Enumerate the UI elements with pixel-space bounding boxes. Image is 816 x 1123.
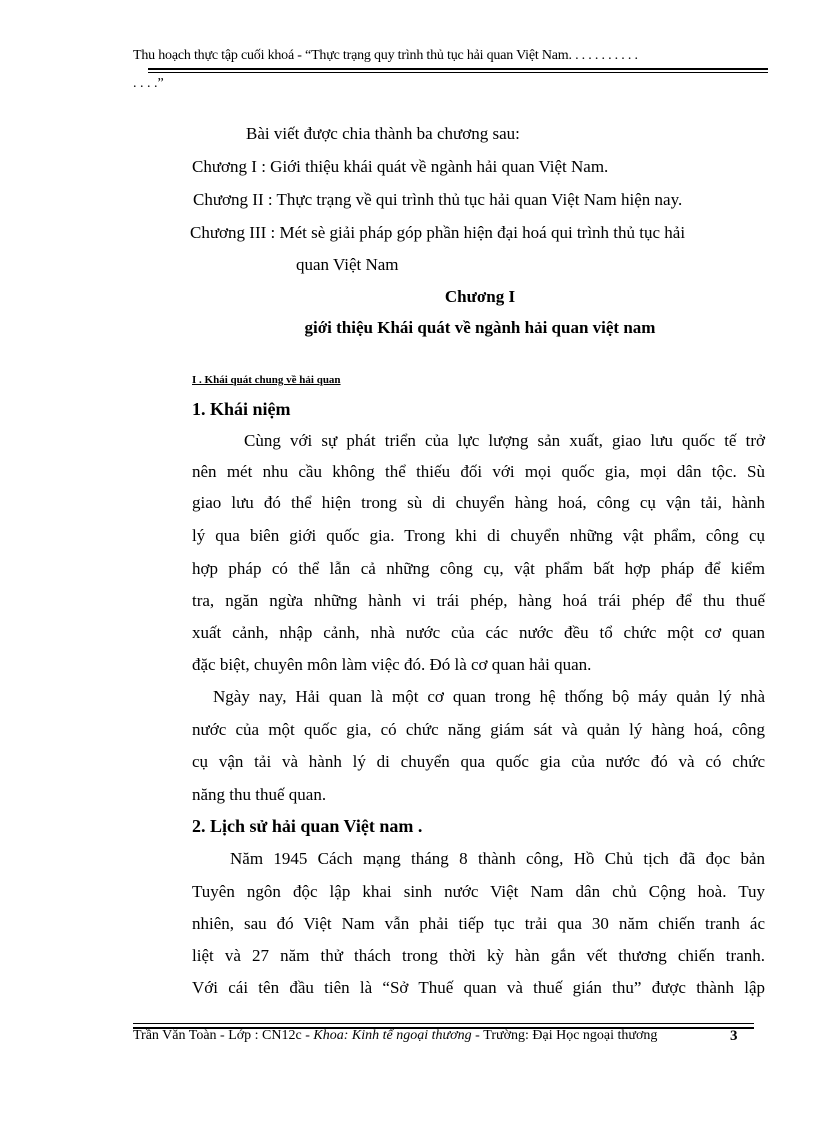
- paragraph-line: lý qua biên giới quốc gia. Trong khi di chuyển những vật phẩm, công cụ: [192, 526, 765, 545]
- footer-faculty: Khoa: Kinh tế ngoại thương -: [313, 1028, 484, 1043]
- paragraph-line: tra, ngăn ngừa những hành vi trái phép, hàng hoá trái phép để thu thuế: [192, 591, 765, 610]
- header-rule: [148, 68, 768, 70]
- outline-chapter-2: Chương II : Thực trạng về qui trình thủ tục hải quan Việt Nam hiện nay.: [193, 190, 683, 209]
- paragraph-line: hợp pháp có thể lẫn cả những công cụ, vật phẩm bất hợp pháp để kiểm: [192, 559, 765, 578]
- section-title: I . Khái quát chung về hải quan: [192, 374, 341, 386]
- paragraph-line: Cùng với sự phát triển của lực lượng sản xuất, giao lưu quốc tế trở: [244, 431, 765, 450]
- footer-school: Trường: Đại Học ngoại thương: [483, 1028, 658, 1043]
- paragraph-line: Với cái tên đầu tiên là “Sở Thuế quan và thuế gián thu” được thành lập: [192, 978, 765, 997]
- intro-lead: Bài viết được chia thành ba chương sau:: [246, 124, 520, 143]
- paragraph-line: đặc biệt, chuyên môn làm việc đó. Đó là cơ quan hải quan.: [192, 655, 592, 674]
- chapter-subtitle: giới thiệu Khái quát về ngành hải quan việt nam: [304, 318, 656, 337]
- page-number: 3: [730, 1028, 738, 1044]
- footer-rule-thin: [133, 1023, 754, 1024]
- paragraph-line: năng thu thuế quan.: [192, 785, 327, 804]
- paragraph-line: Năm 1945 Cách mạng tháng 8 thành công, Hồ Chủ tịch đã đọc bản: [230, 849, 765, 868]
- paragraph-line: Tuyên ngôn độc lập khai sinh nước Việt Nam dân chủ Cộng hoà. Tuy: [192, 882, 765, 901]
- paragraph-line: nên mét nhu cầu không thể thiếu đối với mọi quốc gia, mọi dân tộc. Sù: [192, 462, 765, 481]
- running-header: Thu hoạch thực tập cuối khoá - “Thực trạng quy trình thủ tục hải quan Việt Nam. . . . . . . . . . .: [133, 48, 638, 63]
- part1-heading: 1. Khái niệm: [192, 399, 291, 419]
- header-rule-thin: [148, 72, 768, 73]
- paragraph-line: giao lưu đó thể hiện trong sù di chuyển hàng hoá, công cụ vận tải, hành: [192, 493, 765, 512]
- paragraph-line: xuất cảnh, nhập cảnh, nhà nước của các nước đều tổ chức một cơ quan: [192, 623, 765, 642]
- outline-chapter-1: Chương I : Giới thiệu khái quát về ngành hải quan Việt Nam.: [192, 157, 609, 176]
- paragraph-line: Ngày nay, Hải quan là một cơ quan trong hệ thống bộ máy quản lý nhà: [213, 687, 765, 706]
- paragraph-line: liệt và 27 năm thử thách trong thời kỳ hàn gắn vết thương chiến tranh.: [192, 946, 765, 965]
- outline-chapter-3-cont: quan Việt Nam: [296, 255, 399, 274]
- footer-author: Trần Văn Toàn - Lớp : CN12c -: [133, 1028, 314, 1043]
- paragraph-line: nhiên, sau đó Việt Nam vẫn phải tiếp tục trải qua 30 năm chiến tranh ác: [192, 914, 765, 933]
- outline-chapter-3: Chương III : Mét sè giải pháp góp phần hiện đại hoá qui trình thủ tục hải: [190, 223, 686, 242]
- paragraph-line: cụ vận tải và hành lý di chuyển qua quốc gia của nước đó và có chức: [192, 752, 765, 771]
- chapter-title: Chương I: [444, 287, 516, 306]
- running-footer: [133, 1028, 657, 1044]
- running-header-cont: . . . .”: [133, 76, 164, 91]
- part2-heading: 2. Lịch sử hải quan Việt nam .: [192, 816, 423, 836]
- paragraph-line: nước của một quốc gia, có chức năng giám sát và quản lý hàng hoá, công: [192, 720, 765, 739]
